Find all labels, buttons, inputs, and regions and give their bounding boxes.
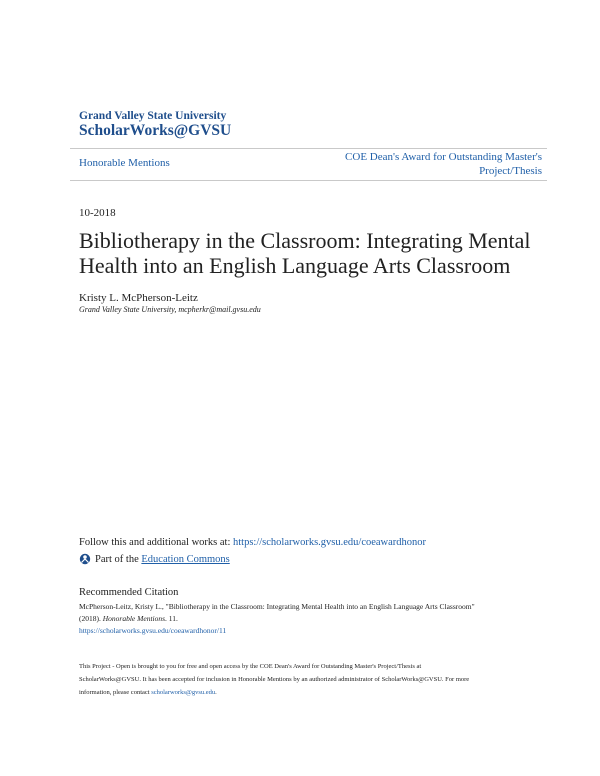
- repository-logo-link[interactable]: ScholarWorks@GVSU: [79, 122, 232, 139]
- author-affiliation: Grand Valley State University, mcpherkr@mail.gvsu.edu: [79, 305, 261, 314]
- award-collection-line1: COE Dean's Award for Outstanding Master's: [345, 151, 542, 163]
- part-of-line: [79, 553, 230, 565]
- citation-line3: [79, 625, 539, 637]
- document-title: Bibliotherapy in the Classroom: Integrating Mental Health into an English Language Arts Classroom: [79, 228, 531, 278]
- award-collection-link[interactable]: [302, 150, 542, 178]
- top-divider: [70, 148, 547, 149]
- education-commons-link[interactable]: Education Commons: [141, 553, 230, 565]
- notice-line2: ScholarWorks@GVSU. It has been accepted for inclusion in Honorable Mentions by an authorized administrator of ScholarWorks@GVSU. For more: [79, 676, 470, 683]
- follow-text: Follow this and additional works at:: [79, 537, 231, 548]
- citation-year: (2018).: [79, 614, 101, 623]
- bottom-divider: [70, 180, 547, 181]
- network-icon: [79, 553, 91, 565]
- follow-line: [79, 537, 426, 548]
- citation-line1: McPherson-Leitz, Kristy L., "Bibliotherapy in the Classroom: Integrating Mental Health into an English Language Arts Classroom": [79, 602, 475, 611]
- recommended-citation-heading: Recommended Citation: [79, 587, 179, 598]
- notice-contact-suffix: .: [215, 689, 217, 696]
- citation-number: . 11.: [165, 614, 178, 623]
- contact-email-link[interactable]: scholarworks@gvsu.edu: [151, 689, 216, 696]
- honorable-mentions-link[interactable]: Honorable Mentions: [79, 157, 170, 169]
- citation-block: [79, 601, 539, 637]
- follow-url-link[interactable]: https://scholarworks.gvsu.edu/coeawardhonor: [233, 537, 427, 548]
- access-notice: [79, 660, 541, 699]
- citation-source: Honorable Mentions: [102, 614, 166, 623]
- part-of-text: Part of the: [95, 553, 139, 565]
- university-name: Grand Valley State University: [79, 110, 227, 122]
- citation-line2: [79, 613, 539, 625]
- notice-line3: [79, 686, 541, 699]
- award-collection-line2: Project/Thesis: [479, 165, 542, 177]
- citation-url-link[interactable]: https://scholarworks.gvsu.edu/coeawardhonor/11: [79, 626, 227, 635]
- notice-line1: This Project - Open is brought to you for free and open access by the COE Dean's Award for Outstanding Master's Project/Thesis at: [79, 663, 422, 670]
- publication-date: 10-2018: [79, 207, 116, 219]
- author-name: Kristy L. McPherson-Leitz: [79, 292, 198, 304]
- notice-contact-prefix: information, please contact: [79, 689, 150, 696]
